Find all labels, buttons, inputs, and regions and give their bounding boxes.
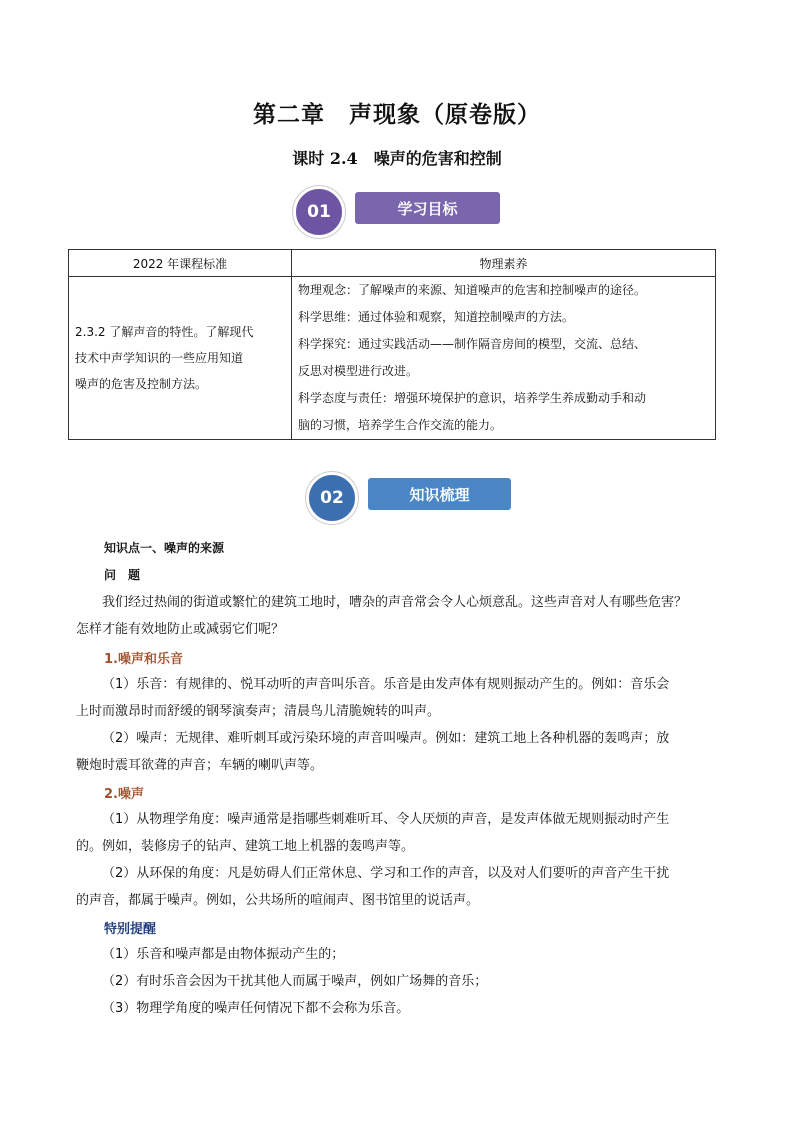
- paragraph-noise: [76, 725, 722, 779]
- table-header-row: [69, 250, 716, 277]
- curriculum-table: [68, 249, 716, 440]
- page-title: 第二章 声现象（原卷版）: [253, 101, 541, 128]
- section-label-pill: 学习目标: [355, 192, 500, 224]
- question-label: 问 题: [104, 568, 141, 582]
- text-line: 怎样才能有效地防止或减弱它们呢？: [76, 622, 285, 637]
- table-row: [69, 277, 716, 440]
- text-line: 的声音，都属于噪声。例如，公共场所的喧闹声、图书馆里的说话声。: [76, 893, 480, 908]
- literacy-line: 反思对模型进行改进。: [298, 364, 419, 378]
- section-label-pill: 知识梳理: [368, 478, 511, 510]
- standard-line: 噪声的危害及控制方法。: [75, 377, 208, 391]
- literacy-line: 脑的习惯，培养学生合作交流的能力。: [298, 418, 503, 432]
- lesson-subtitle: 课时 2.4 噪声的危害和控制: [292, 149, 502, 168]
- text-line: （1）乐音：有规律的、悦耳动听的声音叫乐音。乐音是由发声体有规则振动产生的。例如：音乐会: [102, 677, 670, 692]
- list-item: （1）乐音和噪声都是由物体振动产生的；: [102, 947, 345, 962]
- text-line: 的。例如，装修房子的钻声、建筑工地上机器的轰鸣声等。: [76, 839, 415, 854]
- text-line: （1）从物理学角度：噪声通常是指哪些刺难听耳、令人厌烦的声音，是发声体做无规则振动时产生: [102, 812, 670, 827]
- knowledge-point-title: 知识点一、噪声的来源: [104, 541, 225, 555]
- text-line: （2）噪声：无规律、难听刺耳或污染环境的声音叫噪声。例如：建筑工地上各种机器的轰鸣声；放: [102, 731, 670, 746]
- paragraph-physics-view: [76, 806, 722, 860]
- paragraph-environment-view: [76, 860, 722, 914]
- list-item: （2）有时乐音会因为干扰其他人而属于噪声，例如广场舞的音乐；: [102, 974, 488, 989]
- text-line: （2）从环保的角度：凡是妨碍人们正常休息、学习和工作的声音，以及对人们要听的声音产生干扰: [102, 866, 670, 881]
- literacy-line: 科学态度与责任：增强环境保护的意识，培养学生养成勤动手和动: [298, 391, 647, 405]
- section-number-circle: 02: [306, 472, 358, 524]
- standard-line: 技术中声学知识的一些应用知道: [75, 351, 244, 365]
- standard-line: 2.3.2 了解声音的特性。了解现代: [75, 325, 254, 339]
- reminder-list: [76, 941, 722, 1022]
- text-line: 上时而激昂时而舒缓的钢琴演奏声；清晨鸟儿清脆婉转的叫声。: [76, 704, 441, 719]
- text-line: 鞭炮时震耳欲聋的声音；车辆的喇叭声等。: [76, 758, 324, 773]
- col-literacy-header: 物理素养: [292, 250, 716, 277]
- paragraph-music: [76, 671, 722, 725]
- literacy-line: 科学思维：通过体验和观察，知道控制噪声的方法。: [298, 310, 575, 324]
- standard-cell: [69, 277, 292, 440]
- question-paragraph: [76, 589, 722, 643]
- heading-noise: 2.噪声: [104, 787, 144, 802]
- col-standard-header: 2022 年课程标准: [69, 250, 292, 277]
- special-reminder-heading: 特别提醒: [104, 922, 157, 937]
- text-line: 我们经过热闹的街道或繁忙的建筑工地时，嘈杂的声音常会令人心烦意乱。这些声音对人有哪些危害？: [102, 595, 688, 610]
- heading-noise-and-music: 1.噪声和乐音: [104, 652, 183, 667]
- section-badge-knowledge: [306, 472, 516, 516]
- literacy-cell: [292, 277, 716, 440]
- literacy-line: 科学探究：通过实践活动——制作隔音房间的模型，交流、总结、: [298, 337, 647, 351]
- list-item: （3）物理学角度的噪声任何情况下都不会称为乐音。: [102, 1001, 410, 1016]
- section-number-circle: 01: [293, 186, 345, 238]
- literacy-line: 物理观念：了解噪声的来源、知道噪声的危害和控制噪声的途径。: [298, 283, 647, 297]
- section-badge-goals: [293, 186, 503, 230]
